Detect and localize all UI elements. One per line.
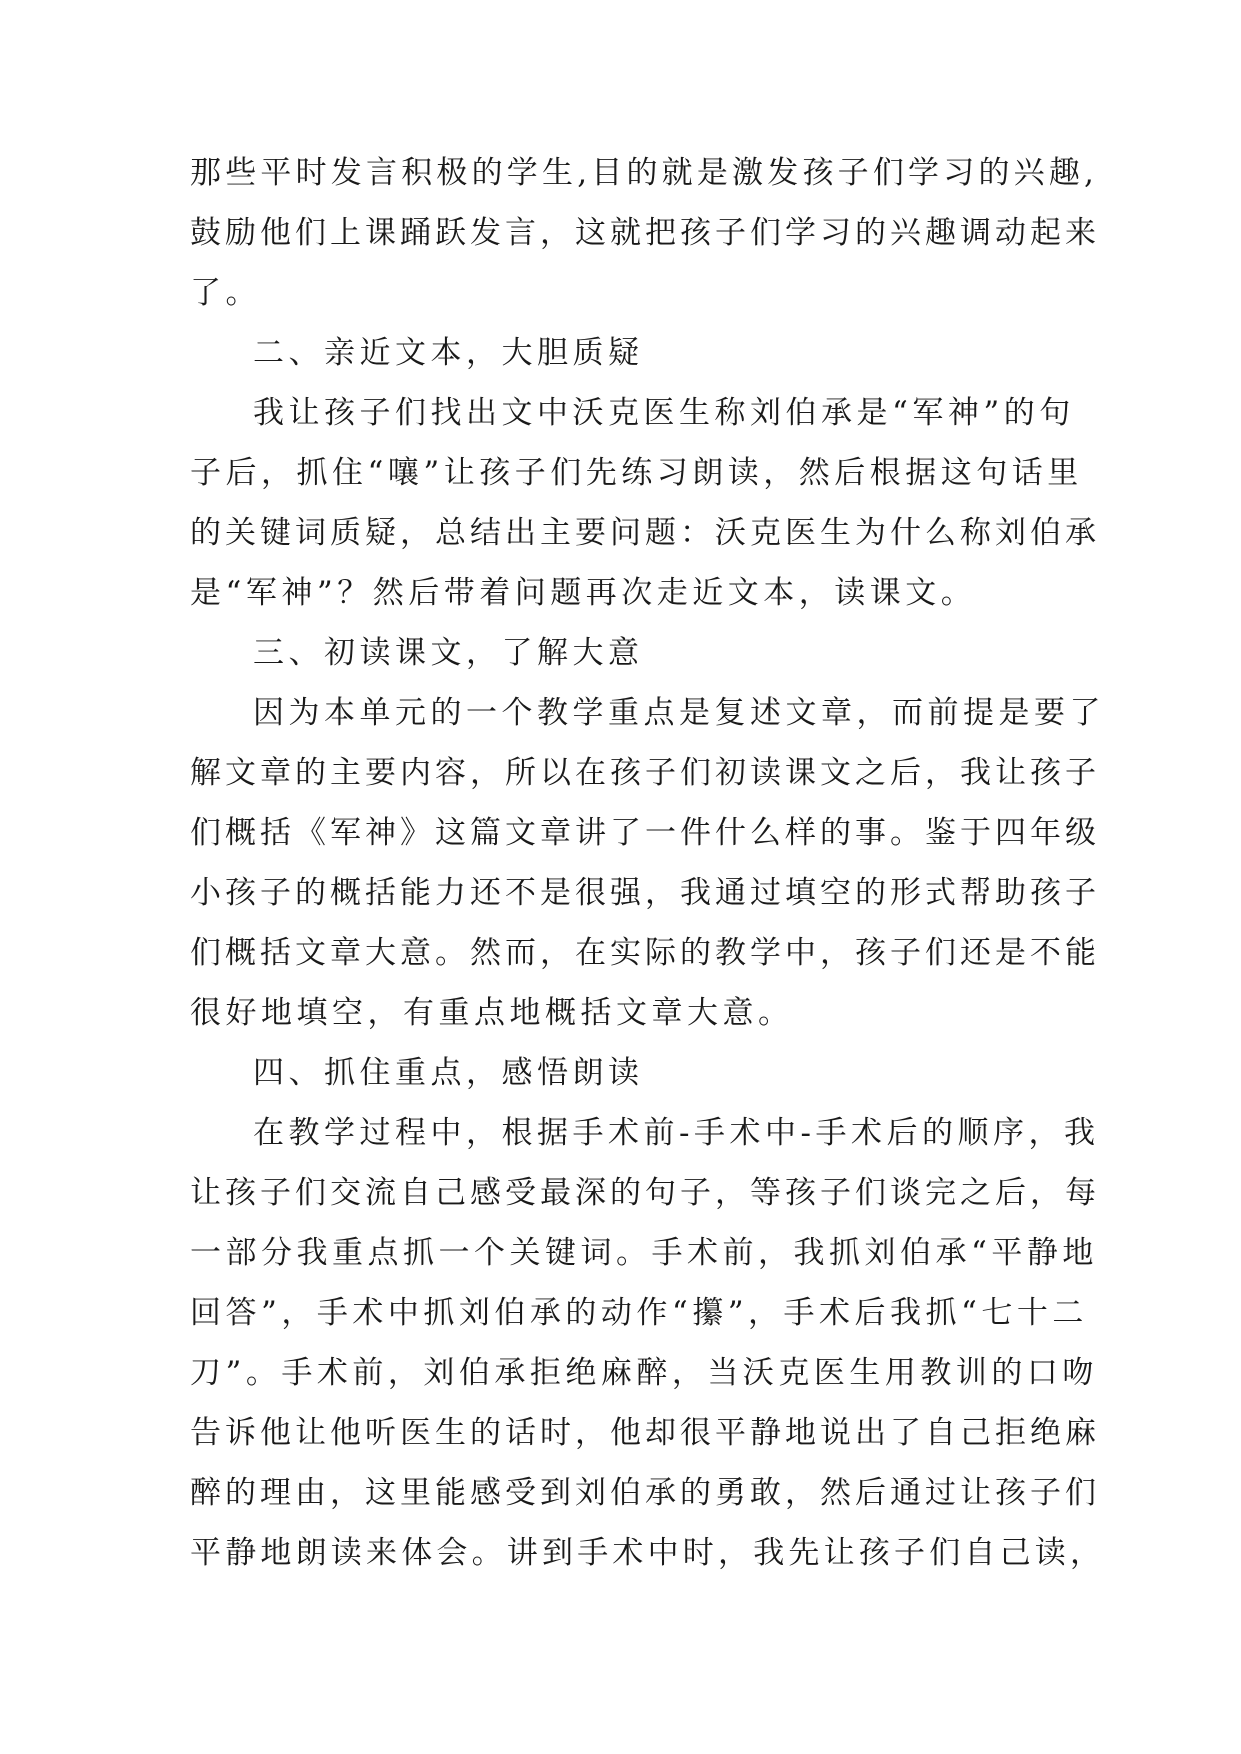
text-line: 刀”。手术前，刘伯承拒绝麻醉，当沃克医生用教训的口吻 <box>190 1355 1098 1391</box>
text-line: 因为本单元的一个教学重点是复述文章，而前提是要了 <box>253 695 1105 731</box>
text-line: 告诉他让他听医生的话时，他却很平静地说出了自己拒绝麻 <box>190 1415 1100 1451</box>
text-line: 了。 <box>190 275 261 311</box>
text-line: 们概括《军神》这篇文章讲了一件什么样的事。鉴于四年级 <box>190 815 1100 851</box>
text-line: 平静地朗读来体会。讲到手术中时，我先让孩子们自己读， <box>190 1535 1106 1571</box>
text-line: 一部分我重点抓一个关键词。手术前，我抓刘伯承“平静地 <box>190 1235 1098 1271</box>
section-heading: 三、初读课文，了解大意 <box>253 635 644 671</box>
text-line: 醉的理由，这里能感受到刘伯承的勇敢，然后通过让孩子们 <box>190 1475 1100 1511</box>
text-line: 子后，抓住“嚷”让孩子们先练习朗读，然后根据这句话里 <box>190 455 1083 491</box>
text-line: 在教学过程中，根据手术前-手术中-手术后的顺序，我 <box>253 1115 1100 1151</box>
text-line: 是“军神”？然后带着问题再次走近文本，读课文。 <box>190 575 977 611</box>
text-line: 让孩子们交流自己感受最深的句子，等孩子们谈完之后，每 <box>190 1175 1100 1211</box>
text-line: 鼓励他们上课踊跃发言，这就把孩子们学习的兴趣调动起来 <box>190 215 1100 251</box>
section-heading: 四、抓住重点，感悟朗读 <box>253 1055 644 1091</box>
text-line: 们概括文章大意。然而，在实际的教学中，孩子们还是不能 <box>190 935 1100 971</box>
text-line: 小孩子的概括能力还不是很强，我通过填空的形式帮助孩子 <box>190 875 1100 911</box>
text-line: 我让孩子们找出文中沃克医生称刘伯承是“军神”的句 <box>253 395 1075 431</box>
text-line: 那些平时发言积极的学生,目的就是激发孩子们学习的兴趣, <box>190 155 1099 191</box>
text-line: 很好地填空，有重点地概括文章大意。 <box>190 995 794 1031</box>
section-heading: 二、亲近文本，大胆质疑 <box>253 335 644 371</box>
text-line: 的关键词质疑，总结出主要问题：沃克医生为什么称刘伯承 <box>190 515 1100 551</box>
text-line: 回答”，手术中抓刘伯承的动作“攥”，手术后我抓“七十二 <box>190 1295 1088 1331</box>
text-line: 解文章的主要内容，所以在孩子们初读课文之后，我让孩子 <box>190 755 1100 791</box>
